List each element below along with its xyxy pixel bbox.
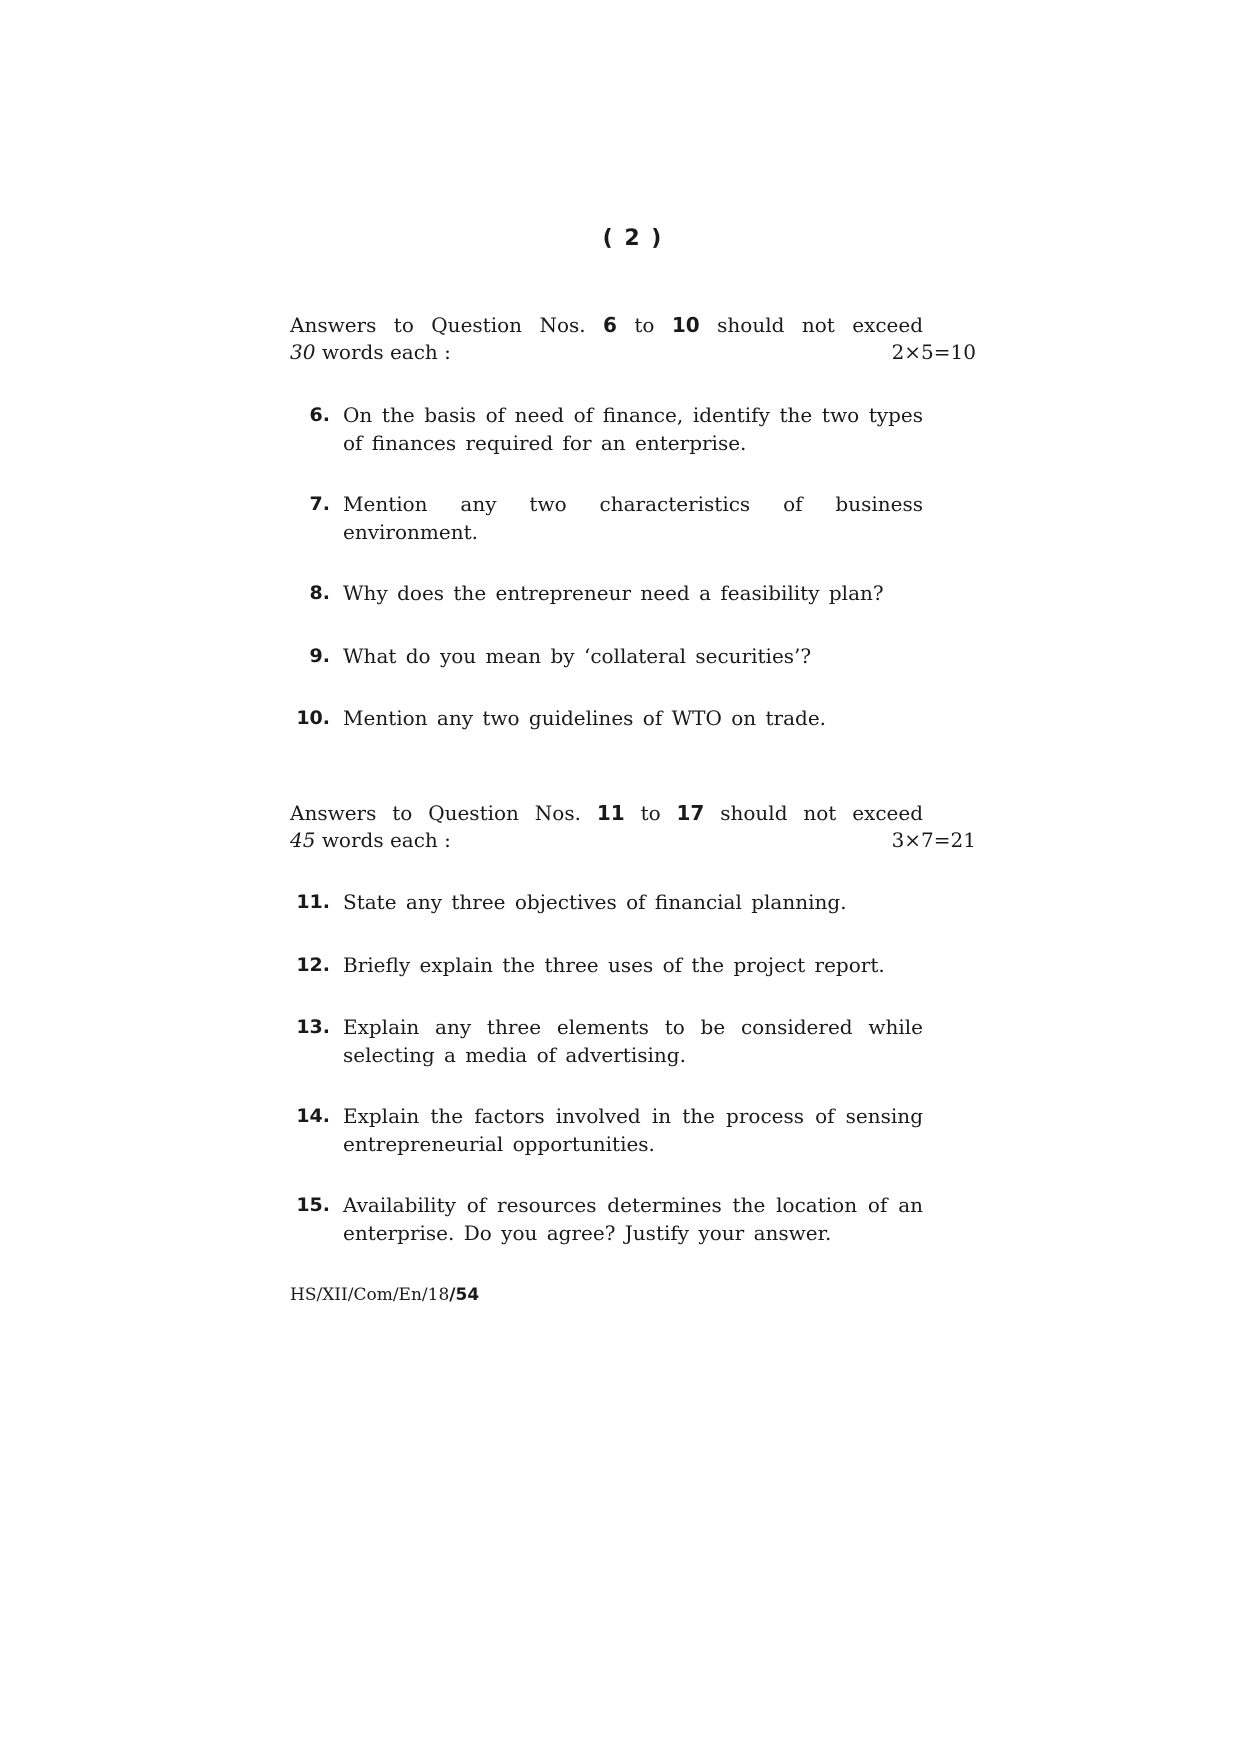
question-text: Availability of resources determines the location of an enterprise. Do you agree? Justify your answer. [343, 1193, 923, 1245]
section-instruction [290, 800, 976, 854]
question-text: Mention any two guidelines of WTO on trade. [343, 706, 827, 730]
question-item [290, 579, 923, 607]
question-text: On the basis of need of finance, identify the two types of finances required for an enterprise. [343, 403, 923, 455]
question-number: 7. [309, 493, 330, 515]
question-item [290, 1013, 923, 1069]
question-item [290, 888, 923, 916]
marks-scheme: 3×7=21 [891, 828, 976, 852]
paper-code-number: /54 [449, 1285, 480, 1305]
question-number: 10. [296, 707, 330, 729]
word-limit: 45 [290, 828, 316, 852]
question-number: 13. [296, 1016, 330, 1038]
question-item [290, 951, 923, 979]
question-number: 6. [309, 404, 330, 426]
question-text: What do you mean by ‘collateral securities’? [343, 644, 812, 668]
question-item [290, 704, 923, 732]
instruction-text: to [634, 313, 655, 337]
question-text: Explain the factors involved in the process of sensing entrepreneurial opportunities. [343, 1104, 923, 1156]
marks-scheme: 2×5=10 [891, 340, 976, 364]
question-number: 15. [296, 1194, 330, 1216]
instruction-text: should not exceed [720, 801, 923, 825]
question-number: 12. [296, 954, 330, 976]
question-range-start: 6 [603, 313, 617, 337]
word-limit: 30 [290, 340, 316, 364]
page-number: ( 2 ) [602, 226, 664, 251]
question-number: 14. [296, 1105, 330, 1127]
question-number: 8. [309, 582, 330, 604]
question-number: 11. [296, 891, 330, 913]
instruction-text: words each : [321, 340, 451, 364]
instruction-text: Answers to Question Nos. [290, 313, 586, 337]
question-text: Explain any three elements to be considered while selecting a media of advertising. [343, 1015, 923, 1067]
question-number: 9. [309, 645, 330, 667]
question-text: Briefly explain the three uses of the project report. [343, 953, 885, 977]
question-range-end: 10 [671, 313, 700, 337]
question-item [290, 401, 923, 457]
instruction-text: to [640, 801, 661, 825]
instruction-text: should not exceed [717, 313, 923, 337]
question-range-end: 17 [676, 801, 705, 825]
question-item [290, 1102, 923, 1158]
paper-code-text: HS/XII/Com/En/18 [290, 1285, 450, 1305]
question-item [290, 490, 923, 546]
question-range-start: 11 [596, 801, 625, 825]
question-text: Mention any two characteristics of business environment. [343, 492, 923, 544]
question-item [290, 642, 923, 670]
instruction-text: words each : [321, 828, 451, 852]
section-instruction [290, 312, 976, 366]
paper-code [290, 1285, 479, 1305]
question-text: State any three objectives of financial planning. [343, 890, 847, 914]
instruction-text: Answers to Question Nos. [290, 801, 581, 825]
question-item [290, 1191, 923, 1247]
question-text: Why does the entrepreneur need a feasibility plan? [343, 581, 884, 605]
